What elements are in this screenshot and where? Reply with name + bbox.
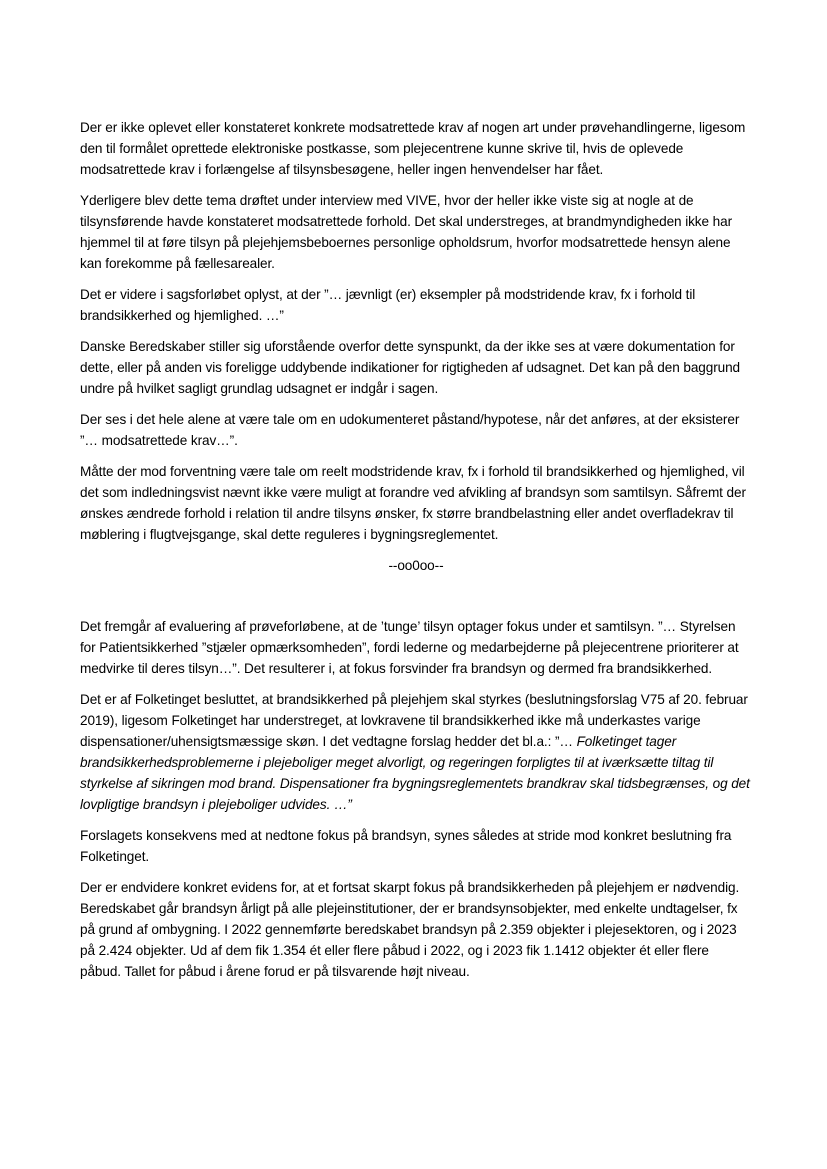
paragraph-evidence: Der er endvidere konkret evidens for, at et fortsat skarpt fokus på brandsikkerheden på plejehjem er nødvendig. Beredskabet går brandsyn årligt på alle plejeinstitutioner, der er brandsynsobjekter, med enkelte undtagelser, fx på grund af ombygning. I 2022 gennemførte beredskabet brandsyn på 2.359 objekter i plejesektoren, og i 2023 på 2.424 objekter. Ud af dem fik 1.354 ét eller flere påbud i 2022, og i 2023 fik 1.1412 objekter ét eller flere påbud. Tallet for påbud i årene forud er på tilsvarende højt niveau. (80, 880, 740, 979)
paragraph-no-conflicts: Der er ikke oplevet eller konstateret konkrete modsatrettede krav af nogen art under prøvehandlingerne, ligesom den til formålet oprettede elektroniske postkasse, som plejecentrene kunne skrive til, hvis de oplevede modsatrettede krav i forlængelse af tilsynsbesøgene, heller ingen henvendelser har fået. (80, 120, 746, 177)
paragraph-heavy-inspections: Det fremgår af evaluering af prøveforløbene, at de ’tunge’ tilsyn optager fokus under et samtilsyn. ”… Styrelsen for Patientsikkerhed ”stjæler opmærksomheden”, fordi lederne og medarbejderne på plejecentrene prioriterer at medvirke til deres tilsyn…”. Det resulterer i, at fokus forsvinder fra brandsyn og dermed fra brandsikkerhed. (80, 619, 739, 676)
paragraph-danske-beredskaber: Danske Beredskaber stiller sig uforstående overfor dette synspunkt, da der ikke ses at være dokumentation for dette, eller på anden vis foreligge uddybende indikationer for rigtigheden af udsagnet. Det kan på den baggrund undre på hvilket sagligt grundlag udsagnet er indgår i sagen. (80, 339, 741, 396)
paragraph-case-quote: Det er videre i sagsforløbet oplyst, at der ”… jævnligt (er) eksempler på modstridende krav, fx i forhold til brandsikkerhed og hjemlighed. …” (80, 287, 696, 323)
paragraph-undocumented-claim: Der ses i det hele alene at være tale om en udokumenteret påstand/hypotese, når det anføres, at der eksisterer ”… modsatrettede krav…”. (80, 412, 740, 448)
document-page (80, 117, 752, 992)
folketinget-text: Det er af Folketinget besluttet, at brandsikkerhed på plejehjem skal styrkes (beslutningsforslag V75 af 20. februar 2019), ligesom Folketinget har understreget, at lovkravene til brandsikkerhed ikke må underkastes varige dispensationer/uhensigtsmæssige skøn. I det vedtagne forslag hedder det bl.a.: ”… (80, 692, 748, 749)
section-separator: --oo0oo-- (388, 558, 444, 573)
paragraph-consequence: Forslagets konsekvens med at nedtone fokus på brandsyn, synes således at stride mod konkret beslutning fra Folketinget. (80, 828, 732, 864)
folketinget-quote: Folketinget tager brandsikkerhedsproblemerne i plejeboliger meget alvorligt, og regeringen forpligtes til at iværksætte tiltag til styrkelse af sikringen mod brand. Dispensationer fra bygningsreglementets brandkrav skal tidsbegrænses, og det lovpligtige brandsyn i plejeboliger udvides. …” (80, 734, 750, 812)
paragraph-folketinget (80, 689, 752, 815)
paragraph-vive-interview: Yderligere blev dette tema drøftet under interview med VIVE, hvor der heller ikke viste sig at nogle at de tilsynsførende havde konstateret modsatrettede forhold. Det skal understreges, at brandmyndigheden ikke har hjemmel til at føre tilsyn på plejehjemsbeboernes personlige opholdsrum, hvorfor modsatrettede hensyn alene kan forekomme på fællesarealer. (80, 193, 732, 271)
paragraph-conflicting-requirements: Måtte der mod forventning være tale om reelt modstridende krav, fx i forhold til brandsikkerhed og hjemlighed, vil det som indledningsvist nævnt ikke være muligt at forandre ved afvikling af brandsyn som samtilsyn. Såfremt der ønskes ændrede forhold i relation til andre tilsyns ønsker, fx større brandbelastning eller andet overfladekrav til møblering i flugtvejsgange, skal dette reguleres i bygningsreglementet. (80, 464, 746, 542)
